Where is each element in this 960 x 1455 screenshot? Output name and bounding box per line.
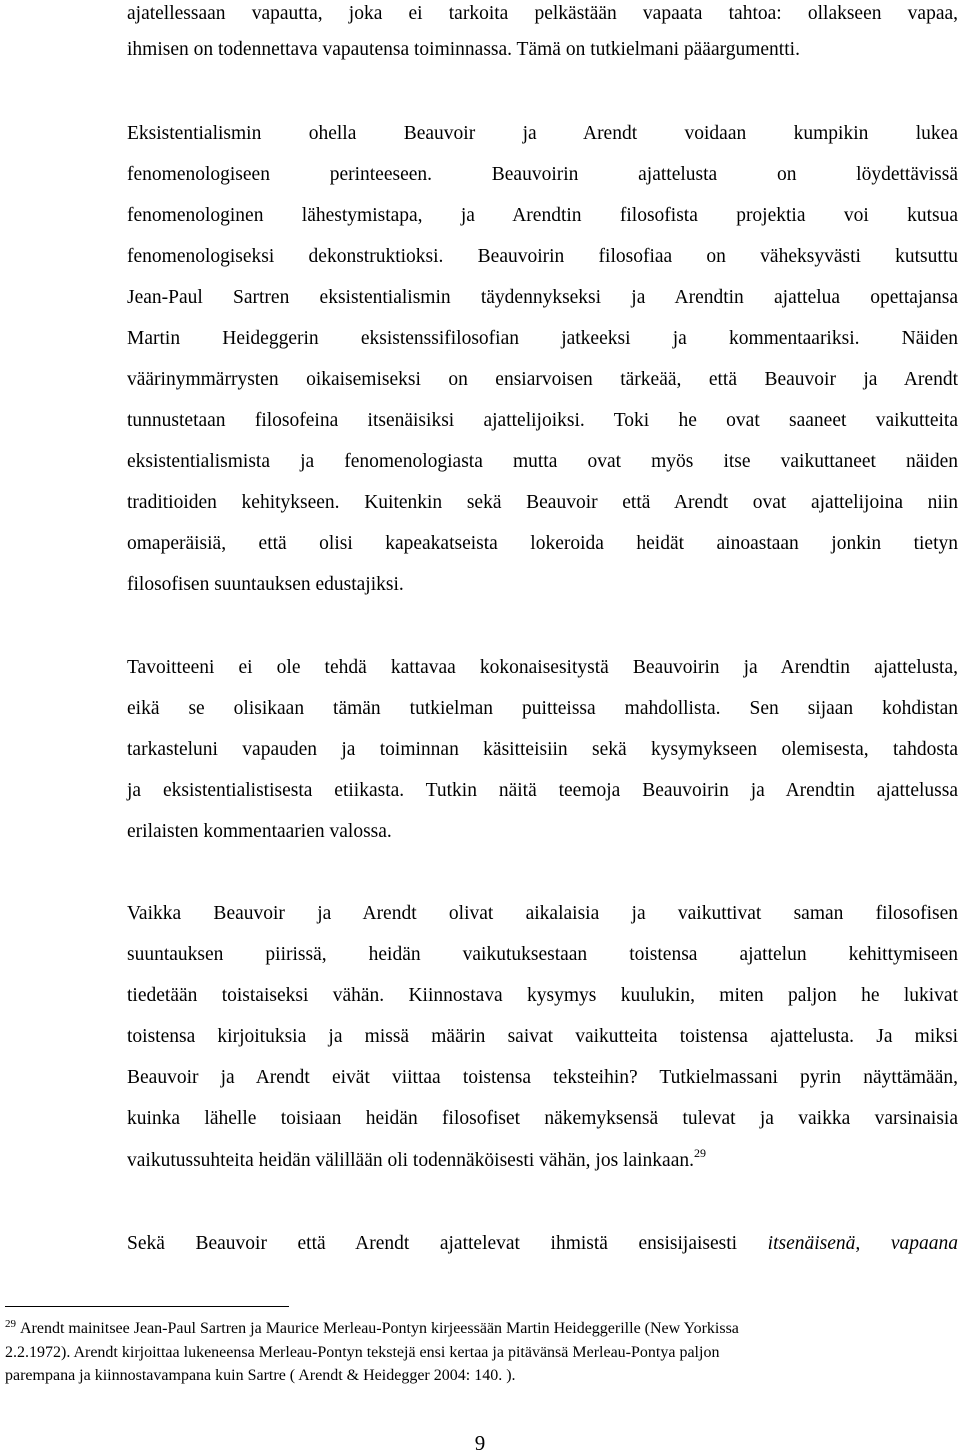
text-line: tarkasteluni vapauden ja toiminnan käsitteisiin sekä kysymykseen olemisesta, tahdosta [127,739,958,760]
page-number: 9 [474,1431,486,1455]
text-line: fenomenologiseen perinteeseen. Beauvoirin ajattelusta on löydettävissä [127,164,958,185]
text-line: kuinka lähelle toisiaan heidän filosofiset näkemyksensä tulevat ja vaikka varsinaisia [127,1108,958,1129]
text-line: Beauvoir ja Arendt eivät viittaa toistensa teksteihin? Tutkielmassani pyrin näyttämään, [127,1067,958,1088]
footnote-line [5,1319,958,1340]
footnote-text: Arendt mainitsee Jean-Paul Sartren ja Maurice Merleau-Pontyn kirjeessään Martin Heideggerille (New Yorkissa [20,1320,739,1337]
text-line: Martin Heideggerin eksistenssifilosofian jatkeeksi ja kommentaariksi. Näiden [127,328,958,349]
text-line: fenomenologiseksi dekonstruktioksi. Beauvoirin filosofiaa on väheksyvästi kutsuttu [127,246,958,267]
text-line: tunnustetaan filosofeina itsenäisiksi ajattelijoiksi. Toki he ovat saaneet vaikutteita [127,410,958,431]
text-line: toistensa kirjoituksia ja missä määrin saivat vaikutteita toistensa ajattelusta. Ja miksi [127,1026,958,1047]
text-line: tiedetään toistaiseksi vähän. Kiinnostava kysymys kuulukin, miten paljon he lukivat [127,985,958,1006]
text-line: Tavoitteeni ei ole tehdä kattavaa kokonaisesitystä Beauvoirin ja Arendtin ajattelusta, [127,657,958,678]
text-line: omaperäisiä, että olisi kapeakatseista lokeroida heidät ainoastaan jonkin tietyn [127,533,958,554]
text-line: suuntauksen piirissä, heidän vaikutuksestaan toistensa ajattelun kehittymiseen [127,944,958,965]
text-line: Vaikka Beauvoir ja Arendt olivat aikalaisia ja vaikuttivat saman filosofisen [127,903,958,924]
footnote-line: 2.2.1972). Arendt kirjoittaa lukeneensa Merleau-Pontyn tekstejä ensi kertaa ja pitävänsä Merleau-Pontya paljon [5,1344,720,1361]
footnote-reference[interactable]: 29 [694,1145,706,1160]
text-line: ajatellessaan vapautta, joka ei tarkoita pelkästään vapaata tahtoa: ollakseen vapaa, [127,3,958,24]
text-line: eksistentialismista ja fenomenologiasta mutta ovat myös itse vaikuttaneet näiden [127,451,958,472]
emphasized-text: itsenäisenä, vapaana [767,1233,958,1254]
text-line: Eksistentialismin ohella Beauvoir ja Arendt voidaan kumpikin lukea [127,123,958,144]
text-line [127,1145,958,1173]
text-line [127,1232,958,1256]
text-line: ihmisen on todennettava vapautensa toiminnassa. Tämä on tutkielmani pääargumentti. [127,39,800,60]
text-line: erilaisten kommentaarien valossa. [127,821,392,842]
text-line: traditioiden kehitykseen. Kuitenkin sekä Beauvoir että Arendt ovat ajattelijoina niin [127,492,958,513]
text-line: eikä se olisikaan tämän tutkielman puitteissa mahdollista. Sen sijaan kohdistan [127,698,958,719]
text-line: fenomenologinen lähestymistapa, ja Arendtin filosofista projektia voi kutsua [127,205,958,226]
footnote-marker: 29 [5,1318,16,1330]
text-line: väärinymmärrysten oikaisemiseksi on ensiarvoisen tärkeää, että Beauvoir ja Arendt [127,369,958,390]
footnote-line: parempana ja kiinnostavampana kuin Sartre ( Arendt & Heidegger 2004: 140. ). [5,1367,516,1384]
text-line-content: vaikutussuhteita heidän välillään oli todennäköisesti vähän, jos lainkaan. [127,1150,694,1171]
text-line-content: Sekä Beauvoir että Arendt ajattelevat ihmistä ensisijaisesti [127,1233,738,1254]
text-line: ja eksistentialistisesta etiikasta. Tutkin näitä teemoja Beauvoirin ja Arendtin ajattelussa [127,780,958,801]
text-line: Jean-Paul Sartren eksistentialismin täydennykseksi ja Arendtin ajattelua opettajansa [127,287,958,308]
footnote-separator [5,1306,289,1307]
text-line: filosofisen suuntauksen edustajiksi. [127,574,404,595]
